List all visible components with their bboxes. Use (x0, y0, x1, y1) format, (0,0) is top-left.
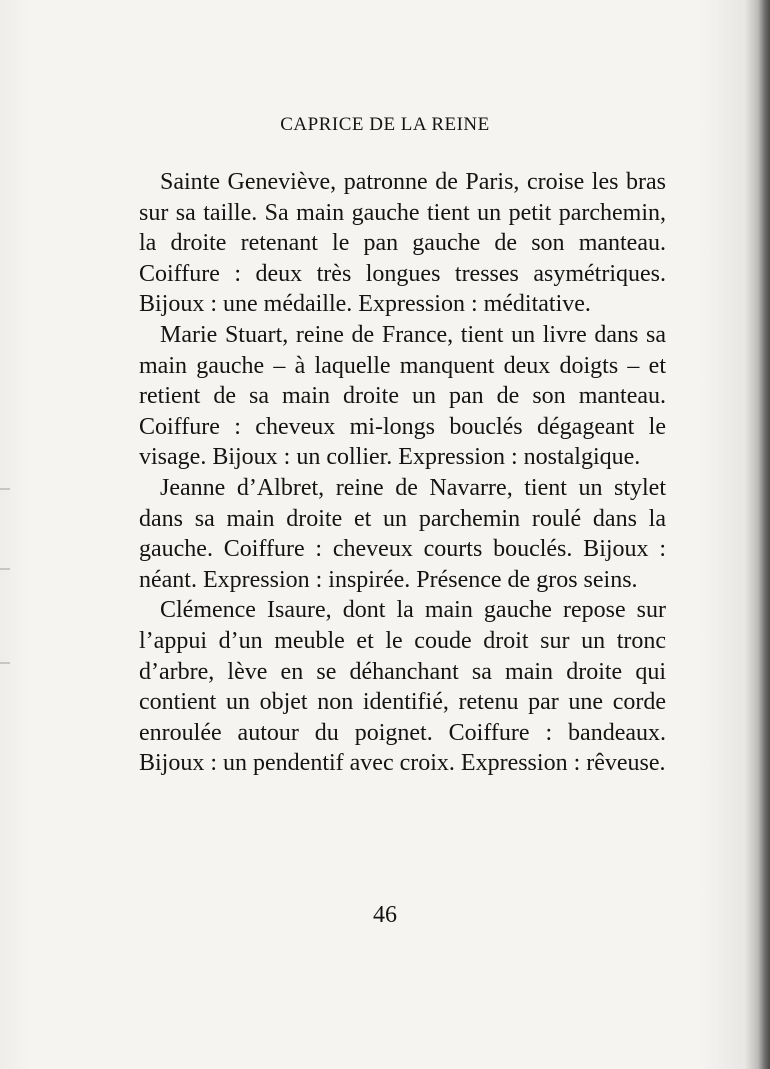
paragraph-marie-stuart: Marie Stuart, reine de France, tient un livre dans sa main gauche – à laquelle manquent deux doigts – et retient de sa main droite un pan de son manteau. Coiffure : cheveux mi-longs bouclés dégageant le visage. Bijoux : un collier. Expression : nostalgique. (139, 321, 666, 471)
page-number: 46 (373, 902, 397, 928)
margin-mark (0, 568, 10, 570)
paragraph-clemence-isaure: Clémence Isaure, dont la main gauche repose sur l’appui d’un meuble et le coude droit sur un tronc d’arbre, lève en se déhanchant sa main droite qui contient un objet non identifié, retenu par une corde enroulée autour du poignet. Coiffure : bandeaux. Bijoux : un pendentif avec croix. Expression : rêveuse. (139, 597, 666, 777)
margin-mark (0, 662, 10, 664)
paragraph-sainte-genevieve: Sainte Geneviève, patronne de Paris, croise les bras sur sa taille. Sa main gauche tient un petit parchemin, la droite retenant le pan gauche de son manteau. Coiffure : deux très longues tresses asymétriques. Bijoux : une médaille. Expression : méditative. (139, 169, 666, 318)
running-header: CAPRICE DE LA REINE (280, 114, 490, 135)
paragraph-jeanne-dalbret: Jeanne d’Albret, reine de Navarre, tient un stylet dans sa main droite et un parchemin roulé dans la gauche. Coiffure : cheveux courts bouclés. Bijoux : néant. Expression : inspirée. Présence de gros seins. (139, 474, 666, 593)
margin-mark (0, 488, 10, 490)
body-text (139, 167, 666, 779)
